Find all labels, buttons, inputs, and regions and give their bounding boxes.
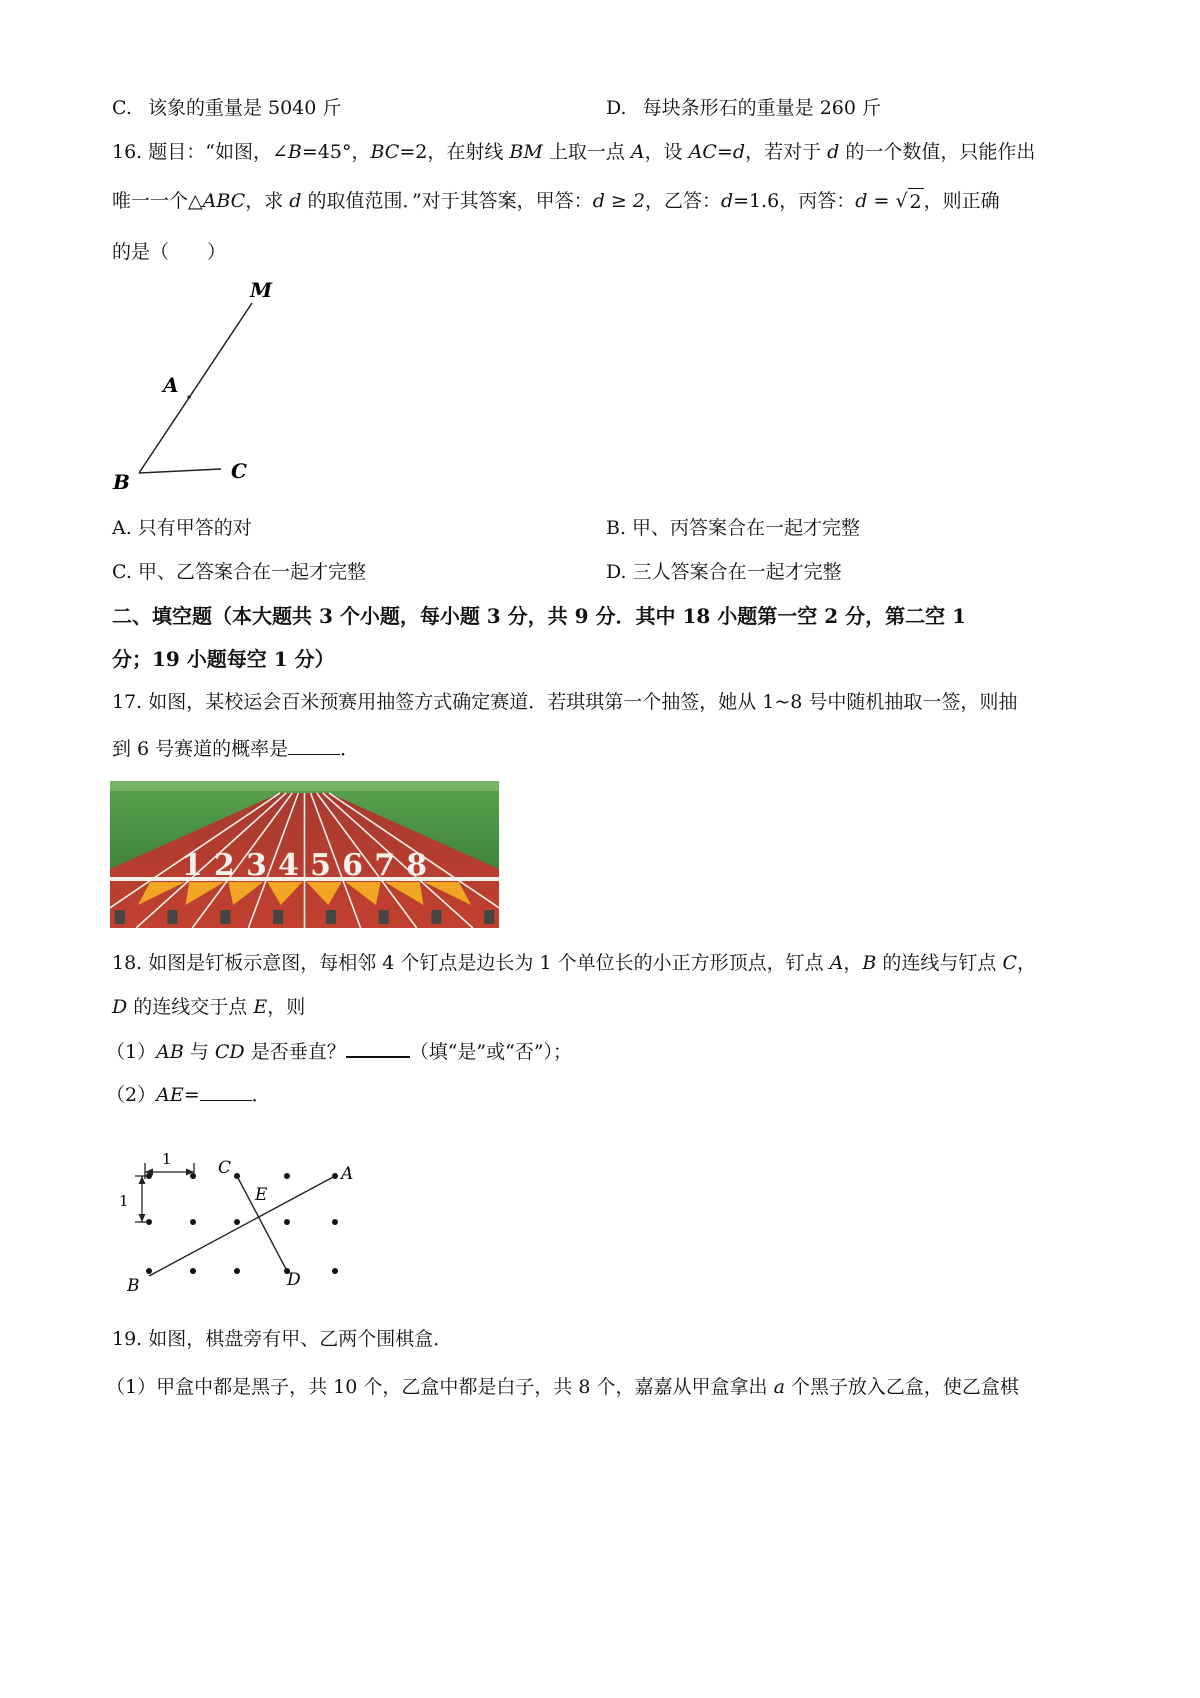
- label-m: M: [250, 278, 273, 302]
- var: A: [630, 141, 645, 163]
- text: ．: [251, 1084, 271, 1106]
- var: d: [289, 190, 302, 212]
- text: 的连线与钉点: [876, 952, 1003, 974]
- starting-block: [168, 910, 178, 924]
- pegs: [146, 1173, 338, 1274]
- var: BC: [370, 141, 400, 163]
- section-heading-line2: 分；19 小题每空 1 分）: [112, 647, 335, 671]
- option-text: 该象的重量是 5040 斤: [147, 97, 342, 119]
- text: =1.6，丙答：: [733, 190, 856, 212]
- text: 到 6 号赛道的概率是: [112, 738, 289, 760]
- lane-number-8: 8: [406, 848, 428, 883]
- option-text: 每块条形石的重量是 260 斤: [642, 97, 882, 119]
- starting-block: [115, 910, 125, 924]
- var: B: [862, 952, 877, 974]
- peg: [146, 1268, 152, 1274]
- peg: [332, 1268, 338, 1274]
- var: d: [720, 190, 734, 212]
- q17-stem-line2: [112, 736, 359, 762]
- label-b: B: [113, 470, 130, 494]
- text: 与: [183, 1041, 215, 1063]
- text: =: [716, 141, 733, 163]
- label-c: C: [218, 1158, 232, 1178]
- peg: [190, 1268, 196, 1274]
- label-b: B: [127, 1276, 140, 1295]
- text: =45°，: [301, 141, 371, 163]
- var: C: [1002, 952, 1017, 974]
- label-e: E: [255, 1185, 268, 1205]
- question-number: 16.: [112, 141, 143, 163]
- text: ，求: [245, 190, 290, 212]
- peg: [190, 1219, 196, 1225]
- text: 18. 如图是钉板示意图，每相邻 4 个钉点是边长为 1 个单位长的小正方形顶点，钉点: [112, 952, 830, 974]
- var: AC: [688, 141, 717, 163]
- q18-stem-line1: [112, 950, 1036, 976]
- q16-option-c: C. 甲、乙答案合在一起才完整: [112, 561, 366, 583]
- text: （1）: [106, 1041, 157, 1063]
- peg: [284, 1219, 290, 1225]
- text: 题目：“如图，∠: [148, 141, 288, 163]
- text: （2）: [106, 1084, 157, 1106]
- label-c: C: [231, 459, 247, 483]
- var: d: [732, 141, 746, 163]
- var: a: [773, 1376, 785, 1398]
- arrow-down-icon: [139, 1214, 146, 1222]
- starting-block: [379, 910, 389, 924]
- point-a: [187, 395, 190, 398]
- lane-number-6: 6: [342, 848, 364, 883]
- sqrt-expression: [895, 188, 923, 215]
- peg: [284, 1173, 290, 1179]
- text: 的一个数值，只能作出: [839, 141, 1036, 163]
- option-letter: C.: [112, 97, 132, 119]
- var: CD: [214, 1041, 245, 1063]
- section-heading-line1: 二、填空题（本大题共 3 个小题，每小题 3 分，共 9 分．其中 18 小题第一空 2 分，第二空 1: [112, 604, 967, 628]
- lane-number-1: 1: [181, 848, 203, 883]
- var: BM: [509, 141, 543, 163]
- q15-option-c: [112, 95, 341, 121]
- text: =: [867, 190, 896, 212]
- q18-sub2: [106, 1082, 271, 1108]
- text: ，乙答：: [644, 190, 721, 212]
- radicand: 2: [908, 188, 924, 215]
- grass-haze: [110, 781, 499, 791]
- peg: [190, 1173, 196, 1179]
- start-line: [110, 877, 499, 881]
- peg: [234, 1219, 240, 1225]
- text: ，设: [644, 141, 689, 163]
- var: AB: [156, 1041, 184, 1063]
- text: ，则: [267, 996, 306, 1018]
- var: AE: [156, 1084, 184, 1106]
- text: （填“是”或“否”）；: [409, 1041, 573, 1063]
- q18-nail-board-figure: [115, 1145, 395, 1295]
- text: ．: [340, 738, 360, 760]
- lane-number-7: 7: [374, 848, 396, 883]
- peg: [234, 1268, 240, 1274]
- lane-number-5: 5: [310, 848, 331, 883]
- q15-option-d: [606, 95, 881, 121]
- text: =2，在射线: [399, 141, 510, 163]
- q16-stem-line1: [112, 139, 1035, 165]
- segment-bc: [139, 469, 221, 473]
- math-d-ge-2: d ≥ 2: [592, 190, 645, 212]
- text: ，若对于: [745, 141, 828, 163]
- option-letter: D.: [606, 97, 627, 119]
- q17-stem-line1: 17. 如图，某校运会百米预赛用抽签方式确定赛道．若琪琪第一个抽签，她从 1~8 号中随机抽取一签，则抽: [112, 691, 1018, 713]
- q16-figure: [105, 275, 305, 500]
- text: 上取一点: [542, 141, 631, 163]
- q18-stem-line2: [112, 994, 305, 1020]
- label-d: D: [287, 1270, 301, 1290]
- radical-sign-icon: √: [895, 190, 908, 212]
- dim-label-v: 1: [119, 1192, 129, 1210]
- var: D: [112, 996, 128, 1018]
- answer-blank: [200, 1082, 252, 1101]
- label-a: A: [341, 1164, 354, 1184]
- q19-stem-line2: [106, 1374, 1019, 1400]
- var: B: [287, 141, 302, 163]
- starting-block: [326, 910, 336, 924]
- q16-option-d: D. 三人答案合在一起才完整: [606, 561, 842, 583]
- text: ，则正确: [923, 190, 1000, 212]
- q16-stem-line2: [112, 188, 1000, 215]
- lane-number-2: 2: [213, 848, 235, 883]
- segment-ab: [149, 1176, 335, 1276]
- text: 个黑子放入乙盒，使乙盒棋: [784, 1376, 1019, 1398]
- text: 唯一一个△: [112, 190, 203, 212]
- text: 是否垂直？: [244, 1041, 346, 1063]
- starting-block: [431, 910, 441, 924]
- text: 的取值范围．”对于其答案，甲答：: [301, 190, 593, 212]
- answer-blank: [346, 1038, 410, 1058]
- q18-sub1: [106, 1038, 572, 1065]
- q16-option-a: A. 只有甲答的对: [112, 517, 252, 539]
- text: （1）甲盒中都是黑子，共 10 个，乙盒中都是白子，共 8 个，嘉嘉从甲盒拿出: [106, 1376, 774, 1398]
- lane-number-4: 4: [278, 848, 299, 883]
- var: A: [829, 952, 844, 974]
- dim-label-h: 1: [162, 1150, 172, 1168]
- q19-stem-line1: 19. 如图，棋盘旁有甲、乙两个围棋盒．: [112, 1328, 453, 1350]
- q16-stem-line3: 的是（ ）: [112, 241, 227, 263]
- var: ABC: [202, 190, 246, 212]
- text: ，: [1017, 952, 1037, 974]
- text: =: [183, 1084, 200, 1106]
- starting-block: [273, 910, 283, 924]
- starting-block: [484, 910, 494, 924]
- ray-bm: [139, 303, 252, 473]
- peg: [332, 1219, 338, 1225]
- label-a: A: [163, 373, 179, 397]
- text: 的连线交于点: [127, 996, 254, 1018]
- q16-option-b: B. 甲、丙答案合在一起才完整: [606, 517, 861, 539]
- var: d: [827, 141, 840, 163]
- lane-number-3: 3: [245, 848, 267, 883]
- text: ，: [843, 952, 863, 974]
- running-track-image: [110, 781, 499, 928]
- answer-blank: [288, 736, 340, 755]
- var: E: [253, 996, 268, 1018]
- starting-block: [220, 910, 230, 924]
- var: d: [855, 190, 868, 212]
